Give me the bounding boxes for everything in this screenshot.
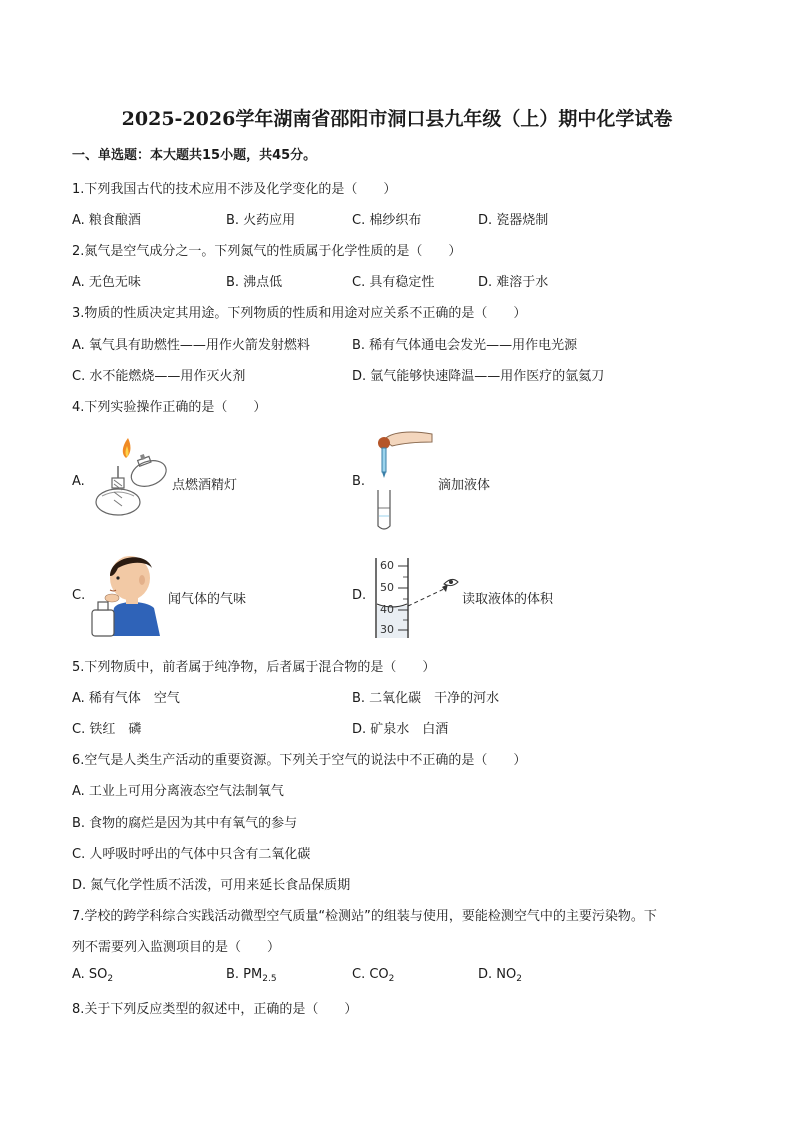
q4-option-c-letter: C. [72, 588, 86, 603]
q1-option-c: C. 棉纱织布 [352, 213, 422, 228]
alcohol-lamp-lighting-image [88, 434, 172, 520]
q7-option-c: C. $CO_2$ [352, 967, 395, 984]
q1-option-a: A. 粮食酿酒 [72, 213, 141, 228]
q5-option-c: C. 铁红 磷 [72, 722, 142, 737]
q1-option-d: D. 瓷器烧制 [478, 213, 549, 228]
question-3-stem: 3.物质的性质决定其用途。下列物质的性质和用途对应关系不正确的是（ ） [72, 306, 527, 321]
question-2-stem: 2.氮气是空气成分之一。下列氮气的性质属于化学性质的是（ ） [72, 244, 462, 259]
dropper-test-tube-image [370, 428, 434, 532]
question-6-stem: 6.空气是人类生产活动的重要资源。下列关于空气的说法中不正确的是（ ） [72, 753, 527, 768]
q2-option-b: B. 沸点低 [226, 275, 283, 290]
question-7-stem-line2: 列不需要列入监测项目的是（ ） [72, 940, 281, 955]
question-1-stem: 1.下列我国古代的技术应用不涉及化学变化的是（ ） [72, 182, 397, 197]
q5-option-a: A. 稀有气体 空气 [72, 691, 180, 706]
q2-option-d: D. 难溶于水 [478, 275, 549, 290]
smelling-gas-boy-image [88, 548, 164, 638]
q5-option-b: B. 二氧化碳 干净的河水 [352, 691, 500, 706]
q4-option-d-letter: D. [352, 588, 367, 603]
q2-option-c: C. 具有稳定性 [352, 275, 435, 290]
question-4-stem: 4.下列实验操作正确的是（ ） [72, 400, 267, 415]
page-title: 2025-2026学年湖南省邵阳市洞口县九年级（上）期中化学试卷 [121, 108, 673, 130]
section-heading: 一、单选题：本大题共15小题，共45分。 [72, 148, 317, 163]
q6-option-a: A. 工业上可用分离液态空气法制氧气 [72, 784, 284, 799]
cylinder-tick-60: 60 [380, 559, 394, 572]
q4-option-c-caption: 闻气体的气味 [168, 592, 247, 607]
q7-option-a: A. $SO_2$ [72, 967, 114, 984]
q4-option-a-caption: 点燃酒精灯 [172, 478, 238, 493]
q3-option-a: A. 氧气具有助燃性——用作火箭发射燃料 [72, 338, 310, 353]
q6-option-c: C. 人呼吸时呼出的气体中只含有二氧化碳 [72, 847, 311, 862]
q2-option-a: A. 无色无味 [72, 275, 141, 290]
question-5-stem: 5.下列物质中，前者属于纯净物，后者属于混合物的是（ ） [72, 660, 436, 675]
q6-option-b: B. 食物的腐烂是因为其中有氧气的参与 [72, 816, 298, 831]
q3-option-b: B. 稀有气体通电会发光——用作电光源 [352, 338, 578, 353]
question-7-stem-line1: 7.学校的跨学科综合实践活动微型空气质量“检测站”的组装与使用，要能检测空气中的主要污染物。下 [72, 909, 657, 924]
question-8-stem: 8.关于下列反应类型的叙述中，正确的是（ ） [72, 1002, 358, 1017]
q4-option-a-letter: A. [72, 474, 85, 489]
q7-option-b: B. $PM_{2.5}$ [226, 967, 277, 984]
q4-option-b-letter: B. [352, 474, 366, 489]
cylinder-tick-40: 40 [380, 603, 394, 616]
q4-option-b-caption: 滴加液体 [438, 478, 491, 493]
q4-option-d-caption: 读取液体的体积 [462, 592, 554, 607]
q5-option-d: D. 矿泉水 白酒 [352, 722, 449, 737]
cylinder-tick-30: 30 [380, 623, 394, 636]
cylinder-tick-50: 50 [380, 581, 394, 594]
q3-option-c: C. 水不能燃烧——用作灭火剂 [72, 369, 246, 384]
q3-option-d: D. 氩气能够快速降温——用作医疗的氩氦刀 [352, 369, 605, 384]
q7-option-d: D. $NO_2$ [478, 967, 522, 984]
q6-option-d: D. 氮气化学性质不活泼，可用来延长食品保质期 [72, 878, 351, 893]
q1-option-b: B. 火药应用 [226, 213, 296, 228]
graduated-cylinder-reading-image [370, 554, 460, 640]
